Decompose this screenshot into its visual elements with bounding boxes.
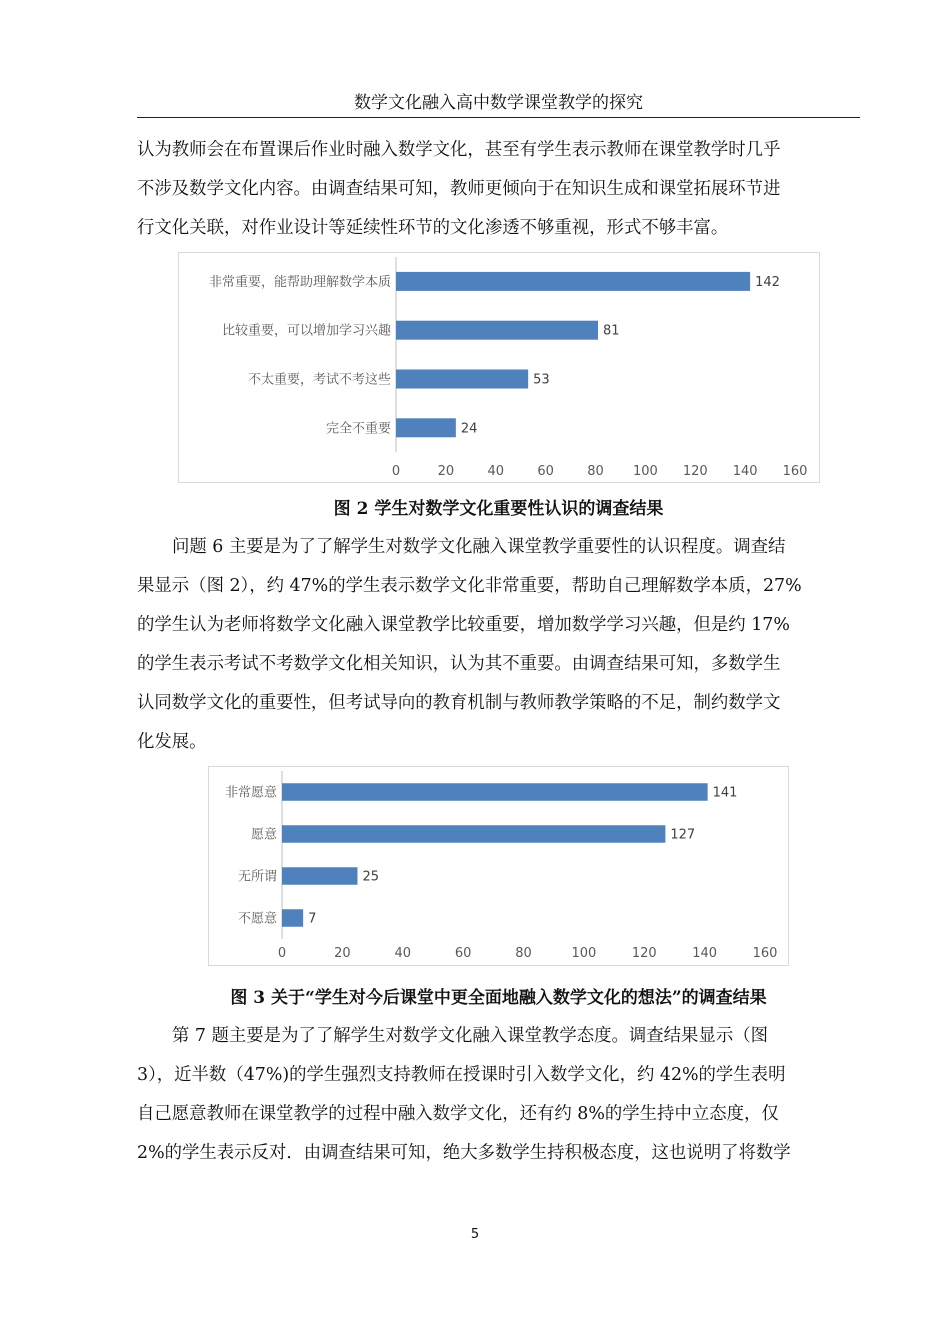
paragraph-line: 认为教师会在布置课后作业时融入数学文化，甚至有学生表示教师在课堂教学时几乎: [137, 140, 781, 160]
category-label: 比较重要，可以增加学习兴趣: [221, 323, 391, 339]
tick-label: 140: [692, 946, 718, 961]
figure-3-chart: [208, 766, 789, 966]
tick-label: 160: [782, 464, 808, 479]
running-header: 数学文化融入高中数学课堂教学的探究: [354, 93, 643, 113]
paragraph-line: 的学生认为老师将数学文化融入课堂教学比较重要，增加数学学习兴趣，但是约 17%: [137, 615, 790, 635]
data-label: 53: [533, 372, 550, 388]
data-label: 25: [362, 869, 380, 885]
bar: [282, 909, 303, 927]
tick-label: 120: [631, 946, 657, 961]
category-label: 完全不重要: [325, 421, 391, 437]
paragraph-1: [137, 131, 860, 248]
data-label: 81: [602, 323, 620, 339]
paragraph-line: 行文化关联，对作业设计等延续性环节的文化渗透不够重视，形式不够丰富。: [137, 218, 729, 238]
category-label: 非常愿意: [224, 785, 277, 801]
tick-label: 80: [515, 946, 532, 961]
data-label: 24: [460, 421, 478, 437]
paragraph-3: [137, 1017, 860, 1173]
figure-3-bar-chart: [209, 767, 788, 965]
paragraph-line: 的学生表示考试不考数学文化相关知识，认为其不重要。由调查结果可知，多数学生: [137, 654, 781, 674]
paragraph-line: 不涉及数学文化内容。由调查结果可知，教师更倾向于在知识生成和课堂拓展环节进: [137, 179, 781, 199]
header-rule: [137, 117, 860, 118]
data-label: 142: [755, 274, 780, 290]
paragraph-line: 3），近半数（47%)的学生强烈支持教师在授课时引入数学文化，约 42%的学生表明: [137, 1065, 786, 1085]
bar: [282, 825, 665, 843]
tick-label: 40: [394, 946, 412, 961]
tick-label: 40: [487, 464, 505, 479]
bar: [396, 418, 456, 437]
bar: [396, 272, 750, 291]
data-label: 7: [308, 911, 317, 927]
tick-label: 100: [571, 946, 597, 961]
category-label: 愿意: [250, 827, 277, 843]
paragraph-line: 化发展。: [137, 732, 207, 752]
figure-2-chart: [178, 252, 820, 483]
data-label: 127: [670, 827, 696, 843]
tick-label: 0: [277, 946, 287, 961]
paragraph-line: 果显示（图 2），约 47%的学生表示数学文化非常重要，帮助自己理解数学本质，27%: [137, 576, 802, 596]
paragraph-2: [137, 528, 860, 762]
tick-label: 20: [437, 464, 455, 479]
tick-label: 20: [334, 946, 351, 961]
category-label: 无所谓: [237, 869, 277, 885]
paragraph-line: 问题 6 主要是为了了解学生对数学文化融入课堂教学重要性的认识程度。调查结: [172, 537, 786, 557]
figure-3-caption: 图 3 关于“学生对今后课堂中更全面地融入数学文化的想法”的调查结果: [230, 988, 767, 1008]
figure-2-bar-chart: [179, 253, 819, 482]
category-label: 不愿意: [237, 911, 277, 927]
tick-label: 80: [587, 464, 604, 479]
tick-label: 120: [682, 464, 708, 479]
tick-label: 60: [454, 946, 472, 961]
tick-label: 100: [632, 464, 658, 479]
bar: [282, 783, 708, 801]
bar: [396, 321, 598, 340]
bar: [396, 370, 528, 389]
paragraph-line: 第 7 题主要是为了了解学生对数学文化融入课堂教学态度。调查结果显示（图: [172, 1026, 769, 1046]
tick-label: 140: [732, 464, 758, 479]
paragraph-line: 2%的学生表示反对．由调查结果可知，绝大多数学生持积极态度，这也说明了将数学: [137, 1143, 791, 1163]
tick-label: 0: [391, 464, 401, 479]
data-label: 141: [712, 785, 738, 801]
category-label: 非常重要，能帮助理解数学本质: [208, 274, 391, 290]
page-number: 5: [470, 1227, 480, 1242]
bar: [282, 867, 357, 885]
category-label: 不太重要，考试不考这些: [247, 372, 391, 388]
tick-label: 160: [752, 946, 778, 961]
tick-label: 60: [537, 464, 554, 479]
paragraph-line: 认同数学文化的重要性，但考试导向的教育机制与教师教学策略的不足，制约数学文: [137, 693, 781, 713]
figure-2-caption: 图 2 学生对数学文化重要性认识的调查结果: [333, 499, 664, 519]
paragraph-line: 自己愿意教师在课堂教学的过程中融入数学文化，还有约 8%的学生持中立态度，仅: [137, 1104, 779, 1124]
